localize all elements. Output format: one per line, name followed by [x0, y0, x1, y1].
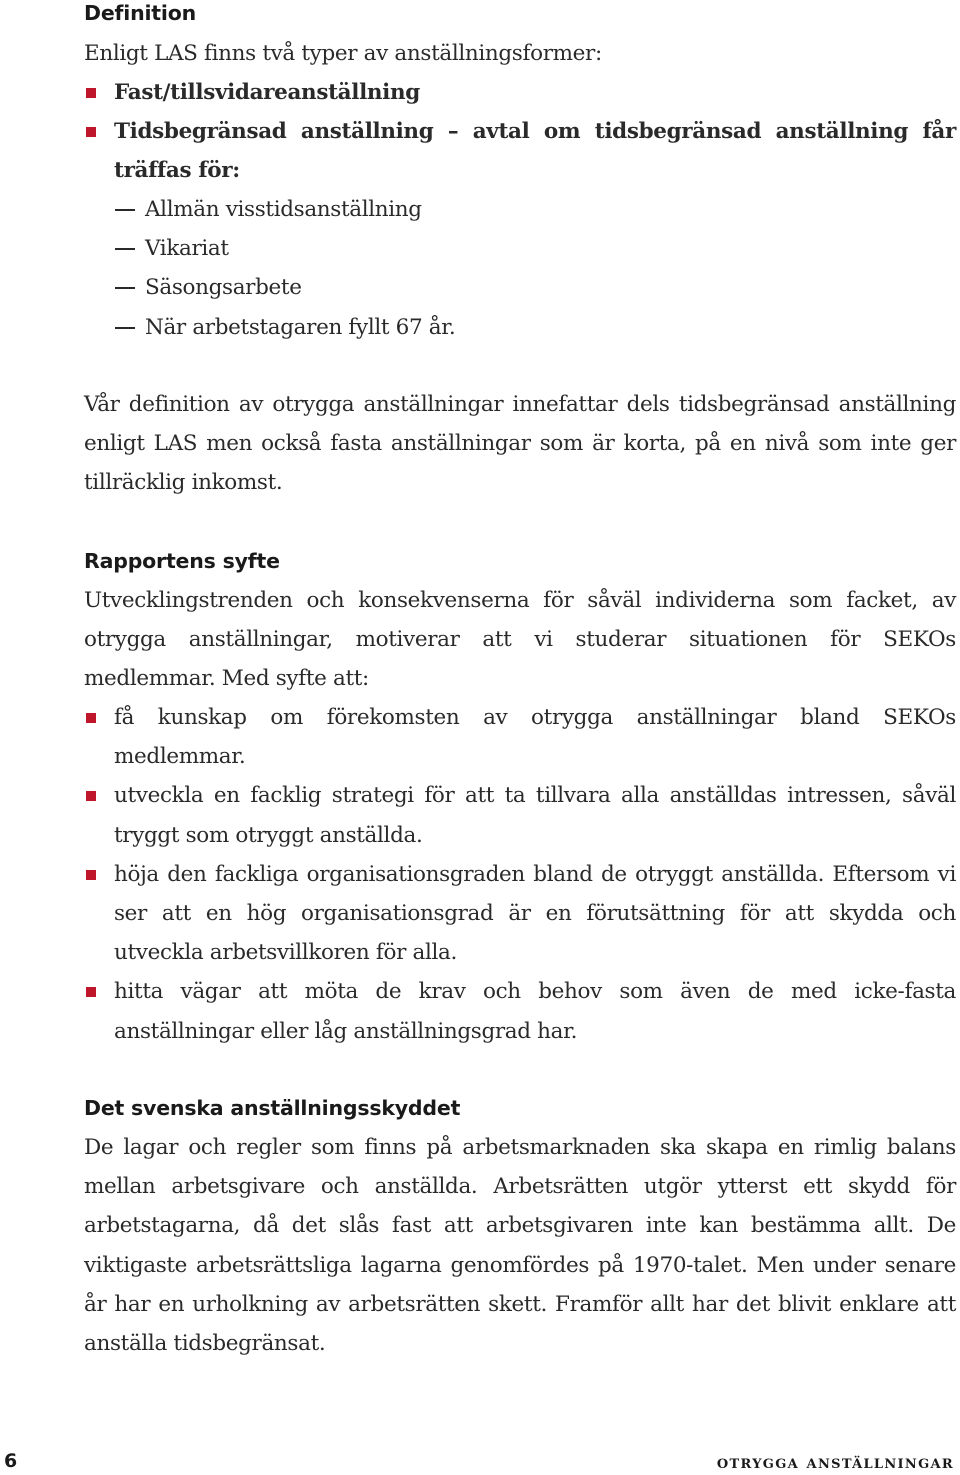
dash-icon: [115, 327, 135, 329]
definition-intro: Enligt LAS finns två typer av anställningsformer:: [84, 41, 602, 66]
list-item-text: Tidsbegränsad anställning – avtal om tidsbegränsad anställning får träffas för:: [114, 119, 956, 184]
list-item-text: utveckla en facklig strategi för att ta tillvara alla anställdas intressen, såväl tryggt som otryggt anställda.: [114, 783, 956, 848]
list-item-text: Vikariat: [145, 236, 229, 262]
list-item: [84, 308, 956, 347]
dash-icon: [115, 287, 135, 289]
purpose-list: [84, 698, 956, 1051]
list-item: [84, 855, 956, 973]
protection-paragraph: De lagar och regler som finns på arbetsmarknaden ska skapa en rimlig balans mellan arbetsgivare och anställda. Arbetsrätten utgör ytterst ett skydd för arbetstagarna, då det slås fast att arbetsgivaren inte kan bestämma allt. De viktigaste arbetsrättsliga lagarna genomfördes på 1970-talet. Men under senare år har en urholkning av arbetsrätten skett. Framför allt har det blivit enklare att anställa tidsbegränsat.: [84, 1135, 956, 1357]
list-item-text: höja den fackliga organisationsgraden bland de otryggt anställda. Eftersom vi ser att en hög organisationsgrad är en förutsättning för att skydda och utveckla arbetsvillkoren för alla.: [114, 861, 956, 966]
bullet-square-icon: [86, 791, 96, 801]
list-item-text: hitta vägar att möta de krav och behov som även de med icke-fasta anställningar eller låg anställningsgrad har.: [114, 979, 956, 1044]
list-item: [84, 190, 956, 229]
section-heading-definition: Definition: [84, 1, 196, 25]
section-heading-purpose: Rapportens syfte: [84, 549, 280, 573]
list-item-text: Säsongsarbete: [145, 275, 302, 301]
list-item-text: Allmän visstidsanställning: [145, 197, 422, 222]
bullet-square-icon: [86, 88, 96, 98]
dash-icon: [115, 248, 135, 250]
list-item: [84, 698, 956, 776]
list-item: [84, 268, 956, 307]
purpose-intro: Utvecklingstrenden och konsekvenserna för såväl individerna som facket, av otrygga anställningar, motiverar att vi studerar situationen för SEKOs medlemmar. Med syfte att:: [84, 588, 956, 692]
list-item: [84, 112, 956, 190]
bullet-square-icon: [86, 987, 96, 997]
employment-types-list: [84, 73, 956, 191]
list-item: [84, 776, 956, 854]
list-item-text: få kunskap om förekomsten av otrygga anställningar bland SEKOs medlemmar.: [114, 705, 956, 770]
list-item: [84, 972, 956, 1050]
page-number: 6: [4, 1450, 18, 1472]
our-definition-paragraph: Vår definition av otrygga anställningar innefattar dels tidsbegränsad anställning enligt LAS men också fasta anställningar som är korta, på en nivå som inte ger tillräcklig inkomst.: [84, 392, 956, 496]
list-item: [84, 229, 956, 268]
dash-icon: [115, 209, 135, 211]
publication-title: otrygga anställningar: [716, 1452, 954, 1473]
list-item: [84, 73, 956, 112]
list-item-text: När arbetstagaren fyllt 67 år.: [145, 314, 456, 340]
bullet-square-icon: [86, 713, 96, 723]
bullet-square-icon: [86, 127, 96, 137]
temporary-types-list: [84, 190, 956, 347]
bullet-square-icon: [86, 870, 96, 880]
list-item-text: Fast/tillsvidareanställning: [114, 80, 420, 105]
section-heading-protection: Det svenska anställningsskyddet: [84, 1096, 461, 1120]
